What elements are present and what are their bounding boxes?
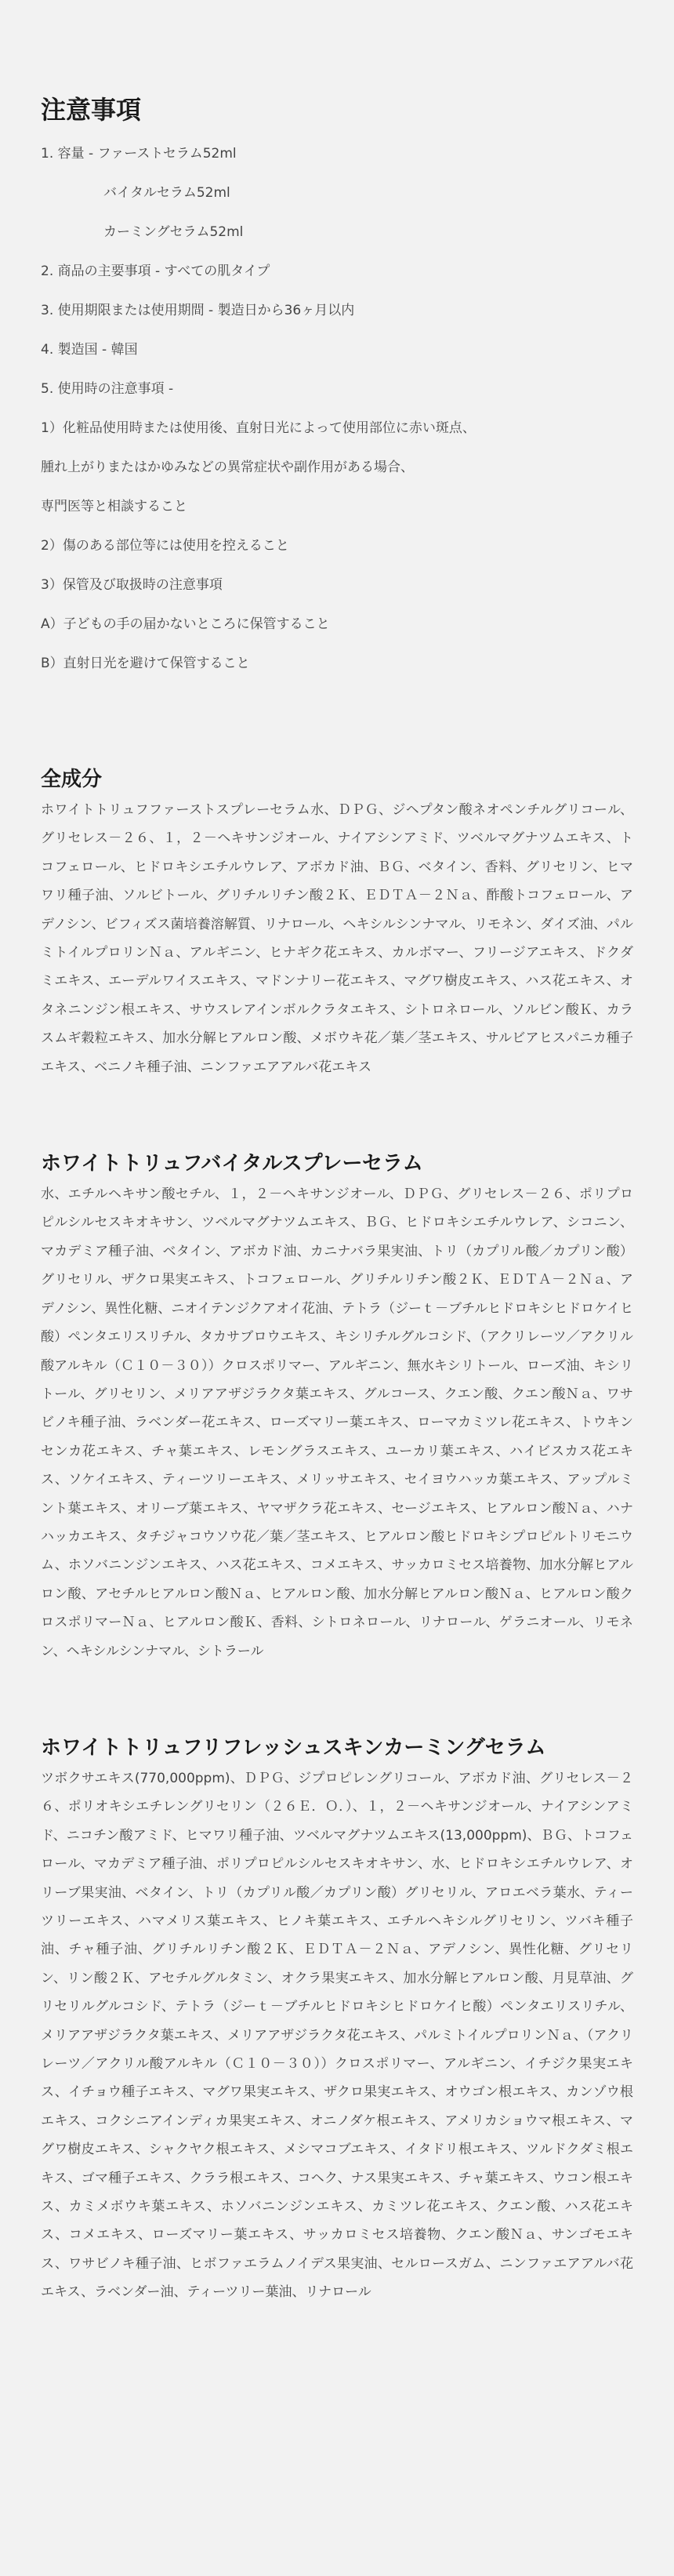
all-ingredients-section bbox=[41, 766, 633, 1081]
notice-line: 1）化粧品使用時または使用後、直射日光によって使用部位に赤い斑点、 bbox=[41, 420, 476, 436]
calming-serum-section bbox=[41, 1735, 633, 2307]
notice-line: 3. 使用期限または使用期間 - 製造日から36ヶ月以内 bbox=[41, 303, 355, 318]
notice-line: 3）保管及び取扱時の注意事項 bbox=[41, 577, 223, 593]
calming-serum-ingredients: ツボクサエキス(770,000ppm)、ＤＰＧ、ジプロピレングリコール、アボカド油、グリセレス－２６、ポリオキシエチレングリセリン（２６Ｅ．Ｏ．）、１，２－ヘキサンジオール、ナイアシンアミド、ニコチン酸アミド、ヒマワリ種子油、ツベルマグナツムエキス(13,000ppm)、ＢＧ、トコフェロール、マカデミア種子油、ポリプロピルシルセスキオキサン、水、ヒドロキシエチルウレア、オリーブ果実油、ベタイン、トリ（カプリル酸／カプリン酸）グリセリル、アロエベラ葉水、ティーツリーエキス、ハマメリス葉エキス、ヒノキ葉エキス、エチルヘキシルグリセリン、ツバキ種子油、チャ種子油、グリチルリチン酸２Ｋ、ＥＤＴＡ－２Ｎａ、アデノシン、異性化糖、グリセリン、リン酸２Ｋ、アセチルグルタミン、オクラ果実エキス、加水分解ヒアルロン酸、月見草油、グリセリルグルコシド、テトラ（ジーｔ－ブチルヒドロキシヒドロケイヒ酸）ペンタエリスリチル、メリアアザジラクタ葉エキス、メリアアザジラクタ花エキス、パルミトイルプロリンＮａ、（アクリレーツ／アクリル酸アルキル（Ｃ１０－３０））クロスポリマー、アルギニン、イチジク果実エキス、イチョウ種子エキス、マグワ果実エキス、ザクロ果実エキス、オウゴン根エキス、カンゾウ根エキス、コクシニアインディカ果実エキス、オニノダケ根エキス、アメリカショウマ根エキス、マグワ樹皮エキス、シャクヤク根エキス、メシマコブエキス、イタドリ根エキス、ツルドクダミ根エキス、ゴマ種子エキス、クララ根エキス、コヘク、ナス果実エキス、チャ葉エキス、ウコン根エキス、カミメボウキ葉エキス、ホソバニンジンエキス、カミツレ花エキス、クエン酸、ハス花エキス、コメエキス、ローズマリー葉エキス、サッカロミセス培養物、クエン酸Ｎａ、サンゴモエキス、ワサビノキ種子油、ヒボファエラムノイデス果実油、セルロースガム、ニンファエアアルバ花エキス、ラベンダー油、ティーツリー葉油、リナロール bbox=[41, 1770, 633, 2301]
notice-line: 4. 製造国 - 韓国 bbox=[41, 342, 138, 358]
vital-serum-section bbox=[41, 1150, 633, 1666]
notice-line: カーミングセラム52ml bbox=[103, 224, 244, 240]
vital-serum-heading: ホワイトトリュフバイタルスプレーセラム bbox=[41, 1152, 423, 1176]
notice-line: 1. 容量 - ファーストセラム52ml bbox=[41, 146, 237, 162]
notice-title: 注意事項 bbox=[41, 95, 142, 125]
notice-line: 2）傷のある部位等には使用を控えること bbox=[41, 538, 289, 554]
notice-line: B）直射日光を避けて保管すること bbox=[41, 656, 250, 671]
notice-line: 腫れ上がりまたはかゆみなどの異常症状や副作用がある場合、 bbox=[41, 460, 414, 475]
notice-line: 専門医等と相談すること bbox=[41, 499, 187, 514]
notice-list bbox=[41, 144, 633, 674]
notice-line: A）子どもの手の届かないところに保管すること bbox=[41, 616, 330, 632]
notice-line: バイタルセラム52ml bbox=[103, 185, 230, 201]
all-ingredients-text: ホワイトトリュフファーストスプレーセラム水、ＤＰＧ、ジヘプタン酸ネオペンチルグリコール、グリセレス－２６、１，２－ヘキサンジオール、ナイアシンアミド、ツベルマグナツムエキス、トコフェロール、ヒドロキシエチルウレア、アボカド油、ＢＧ、ベタイン、香料、グリセリン、ヒマワリ種子油、ソルビトール、グリチルリチン酸２Ｋ、ＥＤＴＡ－２Ｎａ、酢酸トコフェロール、アデノシン、ビフィズス菌培養溶解質、リナロール、ヘキシルシンナマル、リモネン、ダイズ油、パルミトイルプロリンＮａ、アルギニン、ヒナギク花エキス、カルボマー、フリージアエキス、ドクダミエキス、エーデルワイスエキス、マドンナリー花エキス、マグワ樹皮エキス、ハス花エキス、オタネニンジン根エキス、サウスレアインボルクラタエキス、シトロネロール、ソルビン酸Ｋ、カラスムギ穀粒エキス、加水分解ヒアルロン酸、メボウキ花／葉／茎エキス、サルビアヒスパニカ種子エキス、ベニノキ種子油、ニンファエアアルバ花エキス bbox=[41, 802, 633, 1075]
all-ingredients-heading: 全成分 bbox=[41, 768, 103, 791]
notice-line: 2. 商品の主要事項 - すべての肌タイプ bbox=[41, 263, 270, 279]
vital-serum-ingredients: 水、エチルヘキサン酸セチル、１，２－ヘキサンジオール、ＤＰＧ、グリセレス－２６、ポリプロピルシルセスキオキサン、ツベルマグナツムエキス、ＢＧ、ヒドロキシエチルウレア、シコニン、マカデミア種子油、ベタイン、アボカド油、カニナバラ果実油、トリ（カプリル酸／カプリン酸）グリセリル、ザクロ果実エキス、トコフェロール、グリチルリチン酸２Ｋ、ＥＤＴＡ－２Ｎａ、アデノシン、異性化糖、ニオイテンジクアオイ花油、テトラ（ジーｔ－ブチルヒドロキシヒドロケイヒ酸）ペンタエリスリチル、タカサブロウエキス、キシリチルグルコシド、（アクリレーツ／アクリル酸アルキル（Ｃ１０－３０））クロスポリマー、アルギニン、無水キシリトール、ローズ油、キシリトール、グリセリン、メリアアザジラクタ葉エキス、グルコース、クエン酸、クエン酸Ｎａ、ワサビノキ種子油、ラベンダー花エキス、ローズマリー葉エキス、ローマカミツレ花エキス、トウキンセンカ花エキス、チャ葉エキス、レモングラスエキス、ユーカリ葉エキス、ハイビスカス花エキス、ソケイエキス、ティーツリーエキス、メリッサエキス、セイヨウハッカ葉エキス、アップルミント葉エキス、オリーブ葉エキス、ヤマザクラ花エキス、セージエキス、ヒアルロン酸Ｎａ、ハナハッカエキス、タチジャコウソウ花／葉／茎エキス、ヒアルロン酸ヒドロキシプロピルトリモニウム、ホソバニンジンエキス、ハス花エキス、コメエキス、サッカロミセス培養物、加水分解ヒアルロン酸、アセチルヒアルロン酸Ｎａ、ヒアルロン酸、加水分解ヒアルロン酸Ｎａ、ヒアルロン酸クロスポリマーＮａ、ヒアルロン酸Ｋ、香料、シトロネロール、リナロール、ゲラニオール、リモネン、ヘキシルシンナマル、シトラール bbox=[41, 1186, 633, 1659]
calming-serum-heading: ホワイトトリュフリフレッシュスキンカーミングセラム bbox=[41, 1735, 546, 1760]
notice-line: 5. 使用時の注意事項 - bbox=[41, 381, 174, 397]
